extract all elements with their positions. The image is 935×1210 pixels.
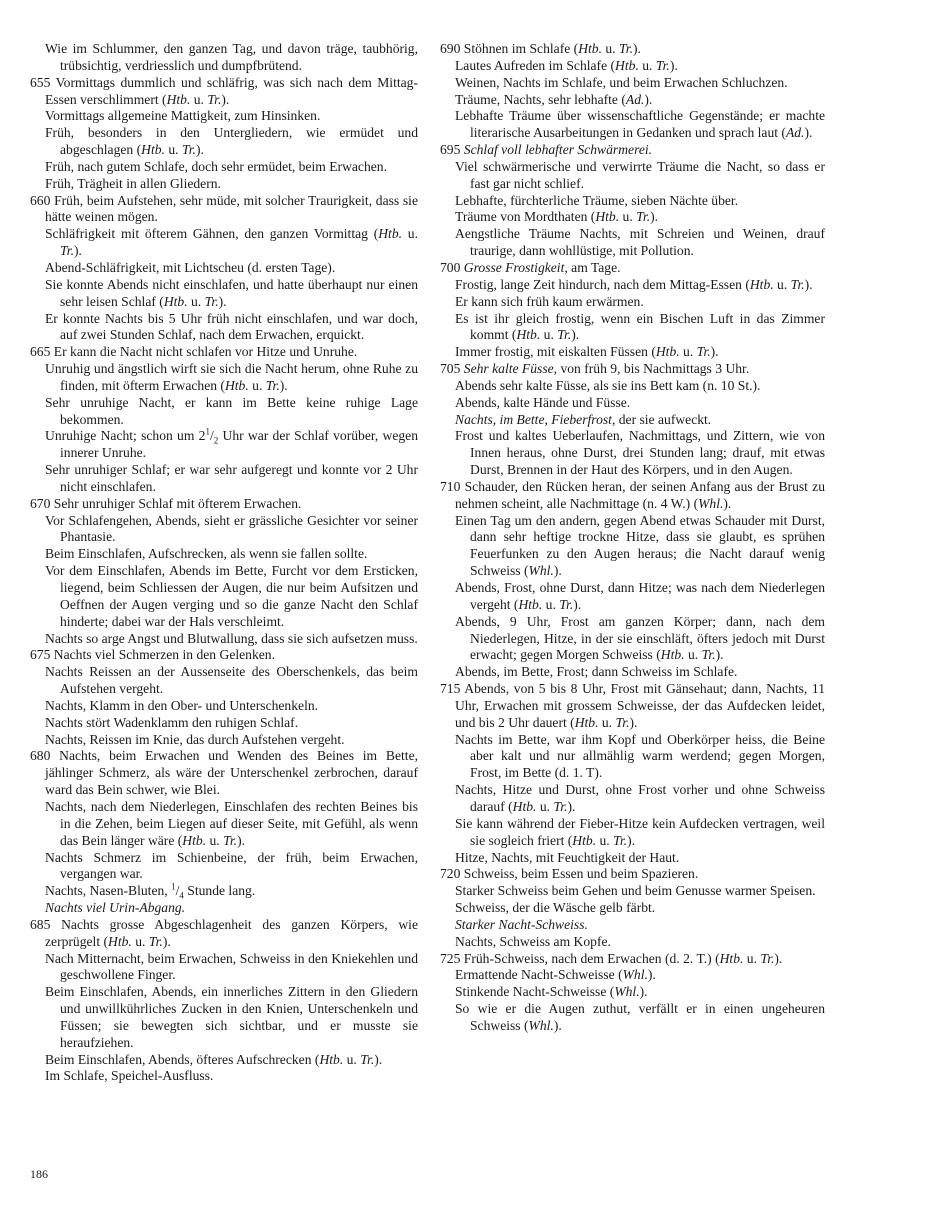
symptom-entry: Unruhige Nacht; schon um $2^1/_2$ Uhr war der Schlaf vorüber, wegen innerer Unruhe. — [45, 426, 418, 461]
symptom-entry: Sie kann während der Fieber-Hitze kein Aufdecken vertragen, weil sie sogleich friert (Htb. u. Tr.). — [455, 815, 825, 848]
symptom-entry: Viel schwärmerische und verwirrte Träume die Nacht, so dass er fast gar nicht schlief. — [455, 158, 825, 191]
symptom-entry: Sehr unruhiger Schlaf; er war sehr aufgeregt und konnte vor 2 Uhr nicht einschlafen. — [45, 462, 418, 494]
symptom-entry: Wie im Schlummer, den ganzen Tag, und davon träge, taubhörig, trübsichtig, verdriesslich und dumpfbrütend. — [45, 41, 418, 73]
symptom-entry: Nachts, im Bette, Fieberfrost, der sie aufweckt. — [455, 411, 712, 427]
symptom-entry: 700 Grosse Frostigkeit, am Tage. — [440, 259, 621, 275]
symptom-entry: Schweiss, der die Wäsche gelb färbt. — [455, 900, 656, 916]
symptom-entry: 670 Sehr unruhiger Schlaf mit öfterem Erwachen. — [30, 495, 302, 511]
symptom-entry: Starker Nacht-Schweiss. — [455, 916, 588, 932]
symptom-entry: Aengstliche Träume Nachts, mit Schreien und Weinen, drauf traurige, dann wohllüstige, mit Pollution. — [455, 226, 825, 259]
symptom-entry: Beim Einschlafen, Aufschrecken, als wenn sie fallen sollte. — [45, 546, 368, 562]
symptom-entry: Abend-Schläfrigkeit, mit Lichtscheu (d. ersten Tage). — [45, 259, 336, 275]
symptom-entry: 660 Früh, beim Aufstehen, sehr müde, mit solcher Traurigkeit, dass sie hätte weinen mögen. — [30, 192, 418, 225]
symptom-entry: Lebhafte Träume über wissenschaftliche Gegenstände; er machte literarische Ausarbeitungen in Gedanken und sprach laut (Ad.). — [455, 108, 825, 141]
symptom-entry: 705 Sehr kalte Füsse, von früh 9, bis Nachmittags 3 Uhr. — [440, 361, 750, 377]
symptom-entry: Abends sehr kalte Füsse, als sie ins Bett kam (n. 10 St.). — [455, 377, 761, 393]
symptom-entry: Weinen, Nachts im Schlafe, und beim Erwachen Schluchzen. — [455, 74, 788, 90]
symptom-entry: Starker Schweiss beim Gehen und beim Genusse warmer Speisen. — [455, 883, 816, 899]
symptom-entry: Nachts, Klamm in den Ober- und Unterschenkeln. — [45, 697, 319, 713]
symptom-entry: Es ist ihr gleich frostig, wenn ein Bischen Luft in das Zimmer kommt (Htb. u. Tr.). — [455, 310, 825, 343]
symptom-entry: 675 Nachts viel Schmerzen in den Gelenken. — [30, 647, 275, 663]
symptom-entry: Frost und kaltes Ueberlaufen, Nachmittags, und Zittern, wie von Innen heraus, ohne Durst, drei Stunden lang; drauf, mit etwas Durst, Brennen in der Haut des Körpers, und in den Augen. — [455, 428, 825, 478]
symptom-entry: 665 Er kann die Nacht nicht schlafen vor Hitze und Unruhe. — [30, 344, 358, 360]
right-column — [440, 41, 825, 1035]
symptom-entry: Er konnte Nachts bis 5 Uhr früh nicht einschlafen, und war doch, auf zwei Stunden Schlaf, nach dem Erwachen, erquickt. — [45, 310, 418, 343]
symptom-entry: Nachts, Nasen-Bluten, $^1/_4$ Stunde lang. — [45, 881, 256, 901]
symptom-entry: Lebhafte, fürchterliche Träume, sieben Nächte über. — [455, 192, 739, 208]
symptom-entry: 715 Abends, von 5 bis 8 Uhr, Frost mit Gänsehaut; dann, Nachts, 11 Uhr, Erwachen mit grossem Schweisse, der das Aufdecken leidet, und bis 2 Uhr dauert (Htb. u. Tr.). — [440, 681, 825, 730]
symptom-entry: Vormittags allgemeine Mattigkeit, zum Hinsinken. — [45, 108, 321, 124]
symptom-entry: Stinkende Nacht-Schweisse (Whl.). — [455, 984, 648, 1000]
symptom-entry: Nachts, Hitze und Durst, ohne Frost vorher und ohne Schweiss darauf (Htb. u. Tr.). — [455, 782, 825, 814]
symptom-entry: Unruhig und ängstlich wirft sie sich die Nacht herum, ohne Ruhe zu finden, mit öfterm Erwachen (Htb. u. Tr.). — [45, 361, 418, 393]
symptom-entry: Vor Schlafengehen, Abends, sieht er grässliche Gesichter vor seiner Phantasie. — [45, 512, 418, 545]
symptom-entry: Immer frostig, mit eiskalten Füssen (Htb. u. Tr.). — [455, 344, 719, 360]
symptom-entry: Träume, Nachts, sehr lebhafte (Ad.). — [455, 91, 653, 107]
symptom-entry: Frostig, lange Zeit hindurch, nach dem Mittag-Essen (Htb. u. Tr.). — [455, 276, 813, 292]
symptom-entry: Nachts Schmerz im Schienbeine, der früh, beim Erwachen, vergangen war. — [45, 849, 418, 882]
symptom-entry: Abends, im Bette, Frost; dann Schweiss im Schlafe. — [455, 664, 738, 680]
symptom-entry: Im Schlafe, Speichel-Ausfluss. — [45, 1068, 214, 1084]
symptom-entry: Einen Tag um den andern, gegen Abend etwas Schauder mit Durst, dann sehr heftige trockne Hitze, dass sie glaubt, es sprühen Feuerfunken zu den Augen heraus; die Nacht darauf wenig Schweiss (Whl.). — [455, 512, 825, 579]
symptom-entry: Vor dem Einschlafen, Abends im Bette, Furcht vor dem Ersticken, liegend, beim Schliessen der Augen, die nur beim Aufsitzen und Oeffnen der Augen verging und so die ganze Nacht den Schlaf hinderte; dabei war der Hals verschleimt. — [45, 563, 418, 629]
symptom-entry: Beim Einschlafen, Abends, öfteres Aufschrecken (Htb. u. Tr.). — [45, 1051, 383, 1067]
symptom-entry: Nachts stört Wadenklamm den ruhigen Schlaf. — [45, 714, 299, 730]
symptom-entry: Abends, kalte Hände und Füsse. — [455, 394, 631, 410]
symptom-entry: 690 Stöhnen im Schlafe (Htb. u. Tr.). — [440, 41, 641, 56]
page-number: 186 — [30, 1167, 48, 1181]
symptom-entry: Sehr unruhige Nacht, er kann im Bette keine ruhige Lage bekommen. — [45, 394, 418, 427]
symptom-entry: Nach Mitternacht, beim Erwachen, Schweiss in den Kniekehlen und geschwollene Finger. — [45, 950, 418, 983]
symptom-entry: Früh, besonders in den Untergliedern, wie ermüdet und abgeschlagen (Htb. u. Tr.). — [45, 125, 418, 158]
symptom-entry: Träume von Mordthaten (Htb. u. Tr.). — [455, 209, 659, 225]
symptom-entry: Nachts, nach dem Niederlegen, Einschlafen des rechten Beines bis in die Zehen, beim Liegen auf dieser Seite, mit Gefühl, als wenn das Bein länger wäre (Htb. u. Tr.). — [45, 798, 418, 848]
symptom-entry: 725 Früh-Schweiss, nach dem Erwachen (d. 2. T.) (Htb. u. Tr.). — [440, 950, 783, 966]
left-column — [30, 41, 418, 1085]
symptom-entry: Früh, nach gutem Schlafe, doch sehr ermüdet, beim Erwachen. — [45, 158, 387, 174]
symptom-entry: 695 Schlaf voll lebhafter Schwärmerei. — [440, 142, 653, 158]
symptom-entry: Nachts so arge Angst und Blutwallung, dass sie sich aufsetzen muss. — [45, 630, 418, 646]
symptom-entry: 710 Schauder, den Rücken heran, der seinen Anfang aus der Brust zu nehmen scheint, alle Nachmittage (n. 4 W.) (Whl.). — [440, 478, 825, 511]
symptom-entry: 680 Nachts, beim Erwachen und Wenden des Beines im Bette, jählinger Schmerz, als wäre der Unterschenkel zerbrochen, darauf ward das Bein schwer, wie Blei. — [30, 748, 418, 798]
symptom-entry: 720 Schweiss, beim Essen und beim Spazieren. — [440, 866, 699, 882]
symptom-entry: Abends, 9 Uhr, Frost am ganzen Körper; dann, nach dem Niederlegen, Hitze, in der sie einschläft, öfters jedoch mit Durst erwacht; gegen Morgen Schweiss (Htb. u. Tr.). — [455, 613, 825, 663]
symptom-entry: 685 Nachts grosse Abgeschlagenheit des ganzen Körpers, wie zerprügelt (Htb. u. Tr.). — [30, 916, 418, 949]
symptom-entry: Abends, Frost, ohne Durst, dann Hitze; was nach dem Niederlegen vergeht (Htb. u. Tr.). — [455, 580, 825, 612]
symptom-entry: Schläfrigkeit mit öfterem Gähnen, den ganzen Vormittag (Htb. u. Tr.). — [45, 226, 419, 259]
symptom-entry: Lautes Aufreden im Schlafe (Htb. u. Tr.). — [455, 57, 678, 73]
symptom-entry: Sie konnte Abends nicht einschlafen, und hatte überhaupt nur einen sehr leisen Schlaf (Htb. u. Tr.). — [45, 276, 418, 309]
symptom-entry: Er kann sich früh kaum erwärmen. — [455, 293, 644, 309]
symptom-entry: Nachts, Reissen im Knie, das durch Aufstehen vergeht. — [45, 731, 345, 747]
symptom-entry: Nachts im Bette, war ihm Kopf und Oberkörper heiss, die Beine aber kalt und nur allmählig warm werdend; gegen Morgen, Frost, im Bette (d. 1. T). — [455, 731, 825, 781]
symptom-entry: So wie er die Augen zuthut, verfällt er in einen ungeheuren Schweiss (Whl.). — [455, 1001, 825, 1033]
symptom-entry: Hitze, Nachts, mit Feuchtigkeit der Haut. — [455, 849, 680, 865]
symptom-entry: Nachts viel Urin-Abgang. — [45, 900, 186, 916]
symptom-entry: Ermattende Nacht-Schweisse (Whl.). — [455, 967, 656, 983]
symptom-entry: Nachts Reissen an der Aussenseite des Oberschenkels, das beim Aufstehen vergeht. — [45, 664, 418, 697]
symptom-entry: Beim Einschlafen, Abends, ein innerliches Zittern in den Gliedern und unwillkührliches Zucken in den Knien, Unterschenkeln und Füssen; sie bewegten sich sichtbar, und er musste sie heraufziehen. — [45, 984, 418, 1050]
symptom-entry: 655 Vormittags dummlich und schläfrig, was sich nach dem Mittag-Essen verschlimmert (Htb. u. Tr.). — [30, 74, 418, 107]
symptom-entry: Früh, Trägheit in allen Gliedern. — [45, 175, 221, 191]
symptom-entry: Nachts, Schweiss am Kopfe. — [455, 933, 611, 949]
